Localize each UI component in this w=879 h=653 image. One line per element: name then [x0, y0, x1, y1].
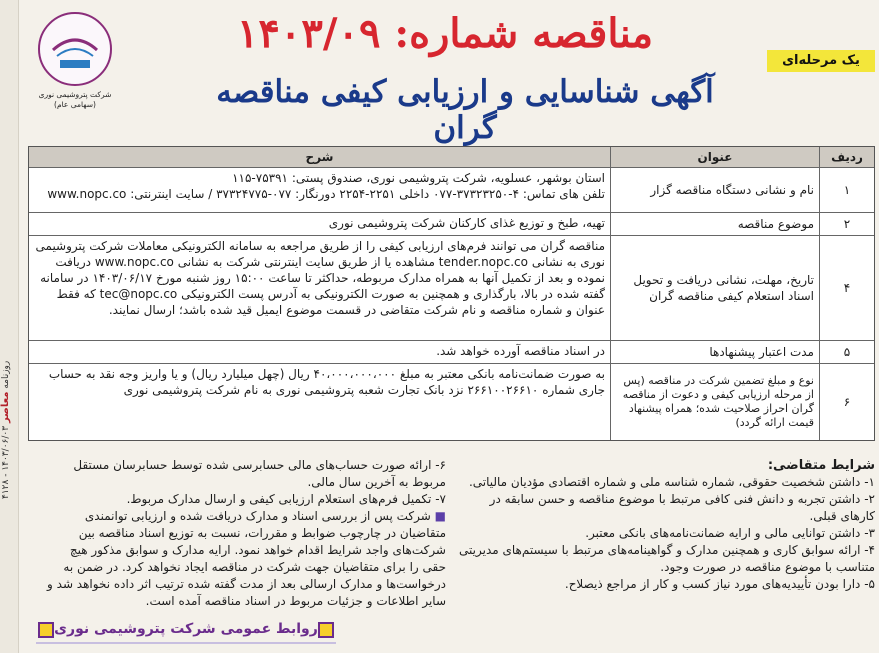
condition-item: ۶- ارائه صورت حساب‌های مالی حسابرسی شده توسط حسابرسان مستقل مربوط به آخرین سال مالی. — [73, 458, 446, 489]
footer-signature — [36, 616, 336, 642]
row-number: ۱ — [819, 168, 874, 212]
table-row — [29, 236, 874, 341]
website-link[interactable]: www.nopc.co — [94, 255, 174, 269]
row-number: ۶ — [819, 364, 874, 440]
note-text: شرکت پس از بررسی اسناد و مدارک دریافت شده و ارزیابی توانمندی متقاضیان در چارچوب ضوابط و مقررات، نسبت به توزیع اسناد مناقصه بین شرکت‌های واجد شرایط اقدام خواهد نمود. ارایه مدارک و سوابق مذکور هیچ حقی را برای متقاضیان جهت شرکت در مناقصه ایجاد نخواهد کرد. در ضمن به درخواست‌ها و مدارک ارسالی بعد از مدت گفته شده ترتیب اثر داده نخواهد شد و سایر اطلاعات و جزئیات مربوط در اسناد مناقصه آمده است. — [47, 509, 446, 608]
header-title: عنوان — [610, 147, 819, 167]
row-number: ۲ — [819, 213, 874, 235]
row-title: نام و نشانی دستگاه مناقصه گزار — [610, 168, 819, 212]
condition-item: ۷- تکمیل فرم‌های استعلام ارزیابی کیفی و ارسال مدارک مربوط. — [126, 492, 446, 506]
logo-emblem — [38, 12, 112, 86]
desc-text: که فقط عنوان و شماره مناقصه و نام شرکت متقاضی در قسمت موضوع ایمیل قید شده باشد؛ ارسال نمایند. — [56, 287, 605, 317]
newspaper-name: معاصر — [0, 391, 11, 424]
tender-subtitle: آگهی شناسایی و ارزیابی کیفی مناقصه گران — [216, 74, 714, 146]
row-title: نوع و مبلغ تضمین شرکت در مناقصه (پس از مرحله ارزیابی کیفی و دعوت از مناقصه گران احراز صلاحیت شده؛ همراه پیشنهاد قیمت ارائه گردد) — [610, 364, 819, 440]
row-desc — [29, 168, 610, 212]
table-row — [29, 341, 874, 364]
row-title: مدت اعتبار پیشنهادها — [610, 341, 819, 363]
condition-item: ۱- داشتن شخصیت حقوقی، شماره شناسه ملی و شماره اقتصادی مؤدیان مالیاتی. — [468, 475, 875, 489]
table-row — [29, 168, 874, 213]
newspaper-label: روزنامه — [1, 360, 11, 389]
table-row — [29, 213, 874, 236]
conditions-note — [44, 508, 446, 610]
row-desc: به صورت ضمانت‌نامه بانکی معتبر به مبلغ ۴۰،۰۰۰،۰۰۰،۰۰۰ ریال (چهل میلیارد ریال) و یا واریز وجه نقد به حساب جاری شماره ۲۶۶۱۰۰۲۶۶۱۰ نزد بانک تجارت شعبه پتروشیمی نوری به نام شرکت پتروشیمی نوری — [48, 367, 605, 397]
logo-caption-line1: شرکت پتروشیمی نوری — [38, 90, 112, 99]
conditions-heading: شرایط متقاضی: — [767, 458, 875, 473]
newspaper-date: ۱۴۰۳/۰۶/۰۳ - ۴۱۲۸ — [1, 426, 11, 500]
row-desc: تهیه، طبخ و توزیع غذای کارکنان شرکت پتروشیمی نوری — [328, 216, 605, 230]
condition-item: ۲- داشتن تجربه و دانش فنی کافی مرتبط با موضوع مناقصه و حسن سابقه در کارهای قبلی. — [489, 492, 875, 523]
desc-line: تلفن های تماس: ۴-۳۷۳۲۳۲۵۰-۰۷۷ داخلی ۲۲۵۱-۲۲۵۴ دورنگار: ۰۷۷-۳۷۳۲۴۷۷۵ / سایت اینترنتی: — [130, 187, 605, 201]
email-link[interactable]: tec@nopc.co — [99, 287, 178, 301]
row-title: تاریخ، مهلت، نشانی دریافت و تحویل اسناد استعلام کیفی مناقصه گران — [610, 236, 819, 340]
desc-line: استان بوشهر، عسلویه، شرکت پتروشیمی نوری، صندوق پستی: ۷۵۳۹۱-۱۱۵ — [232, 171, 605, 185]
condition-item: ۳- داشتن توانایی مالی و ارایه ضمانت‌نامه‌های بانکی معتبر. — [585, 526, 875, 540]
row-desc — [29, 236, 610, 340]
condition-item: ۴- ارائه سوابق کاری و همچنین مدارک و گواهینامه‌های مرتبط با سیستم‌های مدیریتی متناسب با موضوع مناقصه در صورت وجود. — [459, 543, 875, 574]
row-desc: در اسناد مناقصه آورده خواهد شد. — [436, 344, 605, 358]
footer-underline — [36, 642, 336, 644]
side-strip — [0, 0, 19, 653]
ad-frame — [20, 2, 875, 648]
company-logo — [30, 12, 120, 122]
tender-table — [28, 146, 875, 441]
condition-item: ۵- دارا بودن تأییدیه‌های مورد نیاز کسب و کار از مراجع ذیصلاح. — [564, 577, 875, 591]
row-number: ۴ — [819, 236, 874, 340]
logo-icon — [45, 20, 105, 78]
website-link[interactable]: www.nopc.co — [47, 187, 127, 201]
conditions-continued — [44, 457, 446, 610]
row-number: ۵ — [819, 341, 874, 363]
desc-text: مناقصه گران می توانند فرم‌های ارزیابی کیفی را از طریق مراجعه به سامانه الکترونیکی معاملات شرکت پتروشیمی نوری به نشانی — [35, 239, 605, 269]
footer-text: روابط عمومی شرکت پتروشیمی نوری — [54, 621, 318, 637]
header-num: ردیف — [819, 147, 874, 167]
tender-title: مناقصه شماره: ۱۴۰۳/۰۹ — [236, 10, 654, 57]
table-row — [29, 364, 874, 440]
desc-text: دریافت نموده و بعد از تکمیل آنها به همراه مدارک مربوطه، حداکثر تا ساعت ۱۵:۰۰ روز شنبه مورخ ۱۴۰۳/۰۶/۱۷ در سامانه گفته شده در بالا، بارگذاری و همچنین به صورت الکترونیکی به آدرس پست الکترونیکی — [40, 255, 605, 301]
newspaper-tag — [0, 300, 18, 560]
conditions-section — [457, 457, 875, 593]
tender-portal-link[interactable]: tender.nopc.co — [438, 255, 528, 269]
stage-badge: یک مرحله‌ای — [767, 50, 875, 72]
logo-caption-line2: (سهامی عام) — [54, 100, 96, 109]
row-title: موضوع مناقصه — [610, 213, 819, 235]
desc-text: مشاهده یا از طریق سایت اینترنتی شرکت به نشانی — [177, 255, 435, 269]
table-header — [29, 147, 874, 168]
header-desc: شرح — [305, 150, 334, 164]
bullet-icon: ■ — [434, 509, 446, 523]
square-icon — [38, 622, 54, 638]
square-icon — [318, 622, 334, 638]
